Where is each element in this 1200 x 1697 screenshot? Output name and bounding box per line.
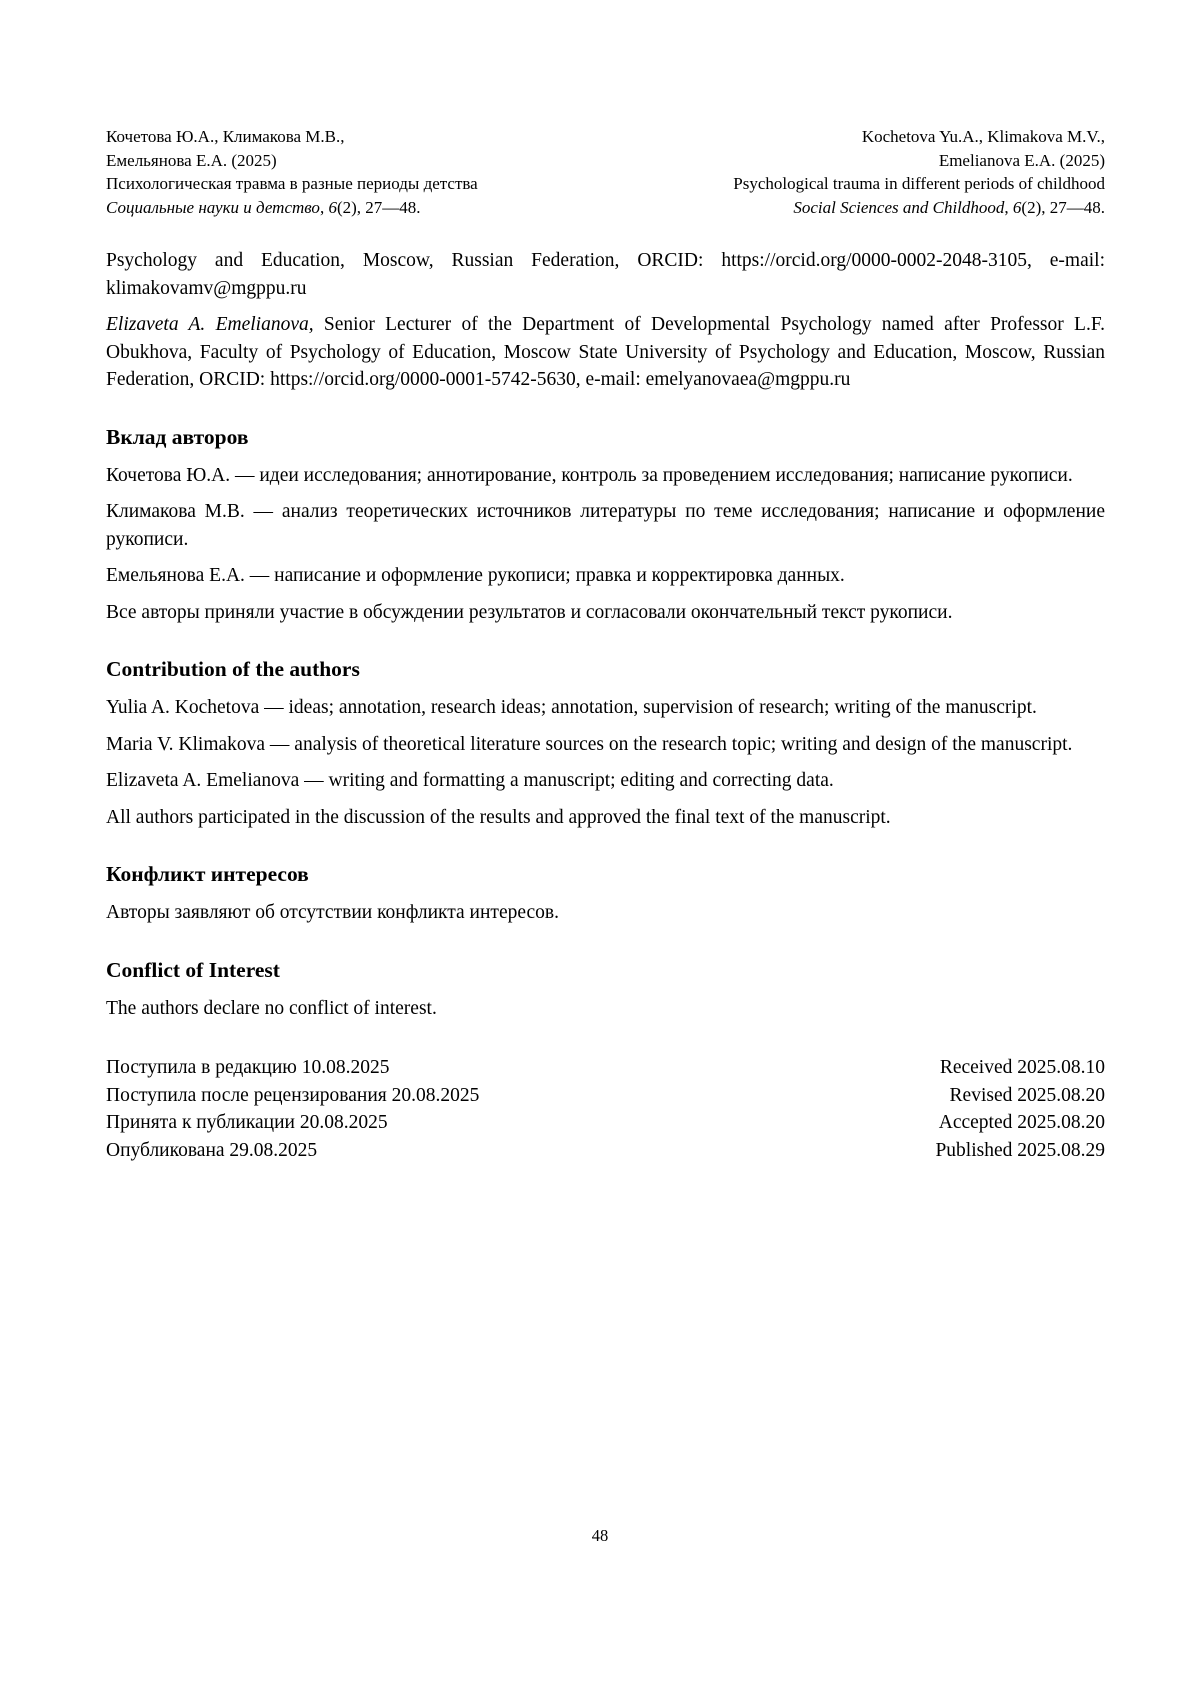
affiliation-text: Senior Lecturer of the Department of Developmental Psychology named after Professor L.F. Obukhova, Faculty of Psychology of Education, Moscow State University of Psychology and Education, Moscow, Russian Federation, ORCID: https://orcid.org/0000-0001-5742-5630, e-mail: emelyanovaea@mgppu.ru xyxy=(106,314,1105,390)
date-row-revised xyxy=(106,1082,1105,1110)
contribution-en-paragraph: Maria V. Klimakova — analysis of theoretical literature sources on the research topic; writing and design of the manuscript. xyxy=(106,733,1073,755)
section-title-conflict-ru: Конфликт интересов xyxy=(106,862,309,886)
date-published-en: Published 2025.08.29 xyxy=(935,1139,1105,1161)
dates-block xyxy=(106,1054,1105,1164)
citation-header xyxy=(106,125,1105,219)
conflict-ru-paragraph: Авторы заявляют об отсутствии конфликта интересов. xyxy=(106,902,559,923)
date-received-ru: Поступила в редакцию 10.08.2025 xyxy=(106,1057,390,1078)
date-row-published xyxy=(106,1137,1105,1165)
contribution-en-paragraph: Yulia A. Kochetova — ideas; annotation, research ideas; annotation, supervision of research; writing of the manuscript. xyxy=(106,697,1037,718)
citation-en-article-title: Psychological trauma in different periods of childhood xyxy=(733,174,1105,193)
contribution-ru-paragraph: Климакова М.В. — анализ теоретических источников литературы по теме исследования; написание и оформление рукописи. xyxy=(106,501,1105,550)
date-accepted-ru: Принята к публикации 20.08.2025 xyxy=(106,1112,388,1133)
citation-en-authors-line1: Kochetova Yu.A., Klimakova M.V., xyxy=(861,127,1105,146)
journal-title-en: Social Sciences and Childhood xyxy=(793,197,1005,217)
citation-en-journal-line xyxy=(733,196,1105,220)
contribution-en-paragraph: Elizaveta A. Emelianova — writing and formatting a manuscript; editing and correcting data. xyxy=(106,770,834,791)
contribution-ru-paragraph: Емельянова Е.А. — написание и оформление рукописи; правка и корректировка данных. xyxy=(106,565,845,586)
contribution-ru-paragraph: Все авторы приняли участие в обсуждении результатов и согласовали окончательный текст рукописи. xyxy=(106,601,953,623)
citation-ru-article-title: Психологическая травма в разные периоды детства xyxy=(106,174,478,193)
citation-en xyxy=(733,125,1105,219)
citation-ru-authors-line2: Емельянова Е.А. (2025) xyxy=(106,150,277,170)
date-revised-en: Revised 2025.08.20 xyxy=(949,1084,1105,1106)
section-title-conflict-en: Conflict of Interest xyxy=(106,957,280,982)
section-title-contribution-en: Contribution of the authors xyxy=(106,657,360,681)
citation-ru-authors-line1: Кочетова Ю.А., Климакова М.В., xyxy=(106,127,345,146)
date-received-en: Received 2025.08.10 xyxy=(939,1057,1105,1078)
contribution-en-paragraph: All authors participated in the discussion of the results and approved the final text of the manuscript. xyxy=(106,806,891,828)
journal-issue-pages-ru: (2), 27—48. xyxy=(336,197,421,217)
journal-volume-ru: 6 xyxy=(328,197,337,217)
article-body xyxy=(106,247,1105,1164)
citation-ru-journal-line xyxy=(106,196,478,220)
citation-en-authors-line2: Emelianova E.A. (2025) xyxy=(938,150,1105,170)
citation-ru xyxy=(106,125,478,219)
date-revised-ru: Поступила после рецензирования 20.08.2025 xyxy=(106,1084,480,1106)
date-published-ru: Опубликована 29.08.2025 xyxy=(106,1139,318,1161)
section-title-contribution-ru: Вклад авторов xyxy=(106,424,249,449)
date-row-accepted xyxy=(106,1109,1105,1137)
contribution-ru-paragraph: Кочетова Ю.А. — идеи исследования; аннотирование, контроль за проведением исследования; написание рукописи. xyxy=(106,464,1073,486)
date-row-received xyxy=(106,1054,1105,1082)
journal-sep-ru: , xyxy=(319,197,329,217)
affiliation-paragraph-emelianova xyxy=(106,311,1105,394)
author-name-italic: Elizaveta A. Emelianova, xyxy=(106,314,314,335)
conflict-en-paragraph: The authors declare no conflict of interest. xyxy=(106,997,437,1019)
journal-sep-en: , xyxy=(1004,197,1013,217)
page-number: 48 xyxy=(591,1526,609,1545)
journal-issue-pages-en: (2), 27—48. xyxy=(1021,197,1105,217)
journal-title-ru: Социальные науки и детство xyxy=(106,197,320,217)
journal-volume-en: 6 xyxy=(1012,197,1022,217)
affiliation-paragraph-continuation: Psychology and Education, Moscow, Russian Federation, ORCID: https://orcid.org/0000-0002-2048-3105, e-mail: klimakovamv@mgppu.ru xyxy=(106,250,1105,299)
date-accepted-en: Accepted 2025.08.20 xyxy=(938,1112,1105,1133)
